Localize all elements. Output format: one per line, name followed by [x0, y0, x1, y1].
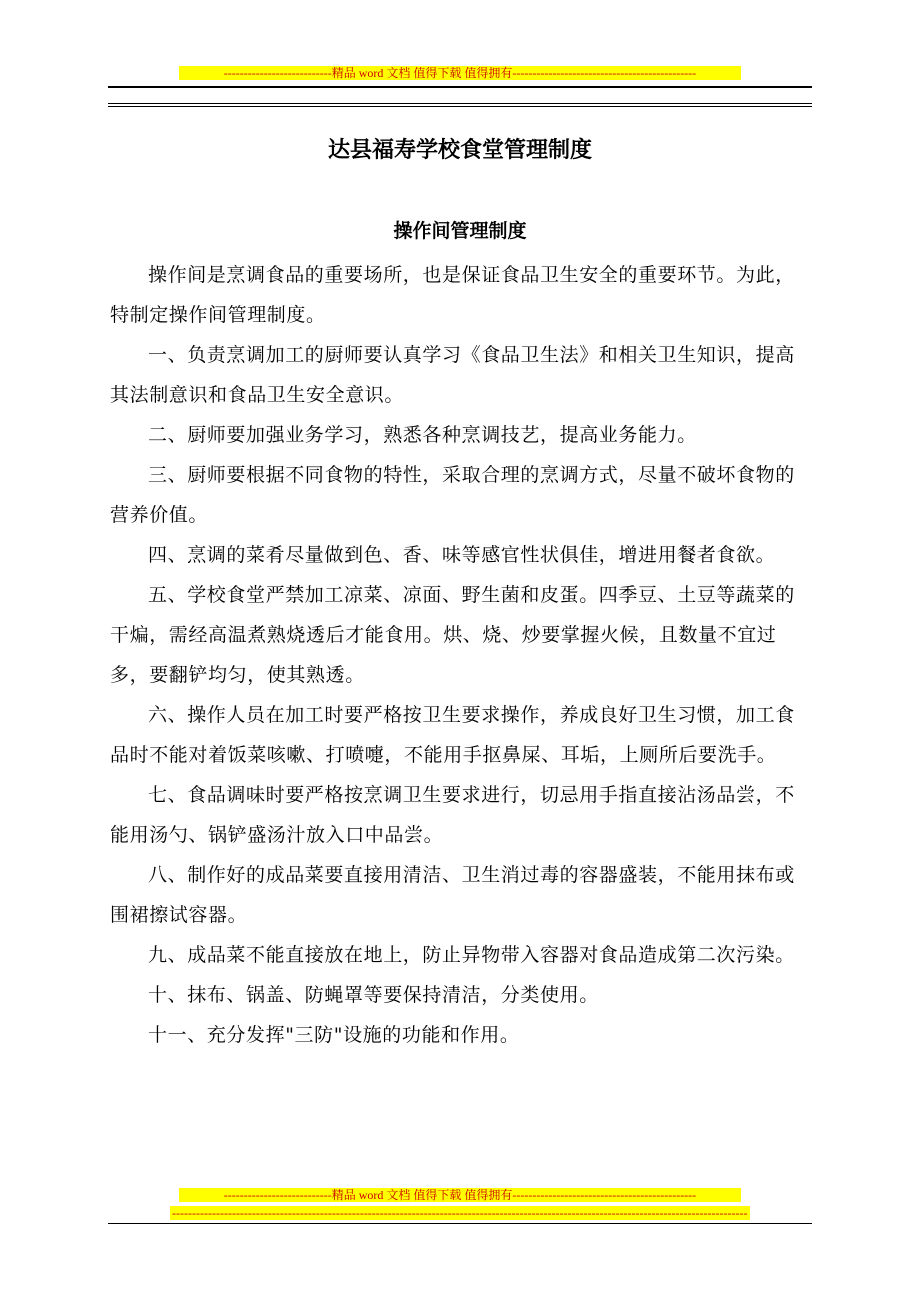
paragraph-item-5: 五、学校食堂严禁加工凉菜、凉面、野生菌和皮蛋。四季豆、土豆等蔬菜的干煸，需经高温煮熟烧透后才能食用。烘、烧、炒要掌握火候，且数量不宜过多，要翻铲均匀，使其熟透。	[110, 584, 795, 686]
paragraph-item-11: 十一、充分发挥"三防"设施的功能和作用。	[148, 1024, 520, 1046]
footer-dash-line: ------------------------------------------------------------------------------------------------------------------------------------------------	[170, 1206, 750, 1220]
header-rule-double-2	[108, 106, 812, 107]
footer-banner: ---------------------------精品 word 文档 值得下载 值得拥有----------------------------------------------	[179, 1188, 741, 1202]
section-title: 操作间管理制度	[393, 220, 527, 242]
footer-rule	[108, 1223, 812, 1224]
paragraph-item-7: 七、食品调味时要严格按烹调卫生要求进行，切忌用手指直接沾汤品尝，不能用汤勺、锅铲盛汤汁放入口中品尝。	[110, 784, 795, 846]
paragraph-item-10: 十、抹布、锅盖、防蝇罩等要保持清洁，分类使用。	[148, 984, 599, 1006]
paragraph-item-6: 六、操作人员在加工时要严格按卫生要求操作，养成良好卫生习惯，加工食品时不能对着饭菜咳嗽、打喷嚏，不能用手抠鼻屎、耳垢，上厕所后要洗手。	[110, 704, 795, 766]
paragraph-item-2: 二、厨师要加强业务学习，熟悉各种烹调技艺，提高业务能力。	[148, 424, 697, 446]
paragraph-item-4: 四、烹调的菜肴尽量做到色、香、味等感官性状俱佳，增进用餐者食欲。	[148, 544, 776, 566]
header-rule-double-1	[108, 103, 812, 104]
paragraph-item-8: 八、制作好的成品菜要直接用清洁、卫生消过毒的容器盛装，不能用抹布或围裙擦试容器。	[110, 864, 795, 926]
paragraph-intro: 操作间是烹调食品的重要场所，也是保证食品卫生安全的重要环节。为此，特制定操作间管理制度。	[110, 264, 795, 326]
paragraph-item-1: 一、负责烹调加工的厨师要认真学习《食品卫生法》和相关卫生知识，提高其法制意识和食品卫生安全意识。	[110, 344, 795, 406]
header-banner: ---------------------------精品 word 文档 值得下载 值得拥有----------------------------------------------	[179, 66, 741, 80]
paragraph-item-9: 九、成品菜不能直接放在地上，防止异物带入容器对食品造成第二次污染。	[148, 944, 795, 966]
header-rule-top	[108, 86, 812, 88]
paragraph-item-3: 三、厨师要根据不同食物的特性，采取合理的烹调方式，尽量不破坏食物的营养价值。	[110, 464, 795, 526]
document-body	[110, 255, 814, 1055]
document-title: 达县福寿学校食堂管理制度	[327, 138, 592, 163]
